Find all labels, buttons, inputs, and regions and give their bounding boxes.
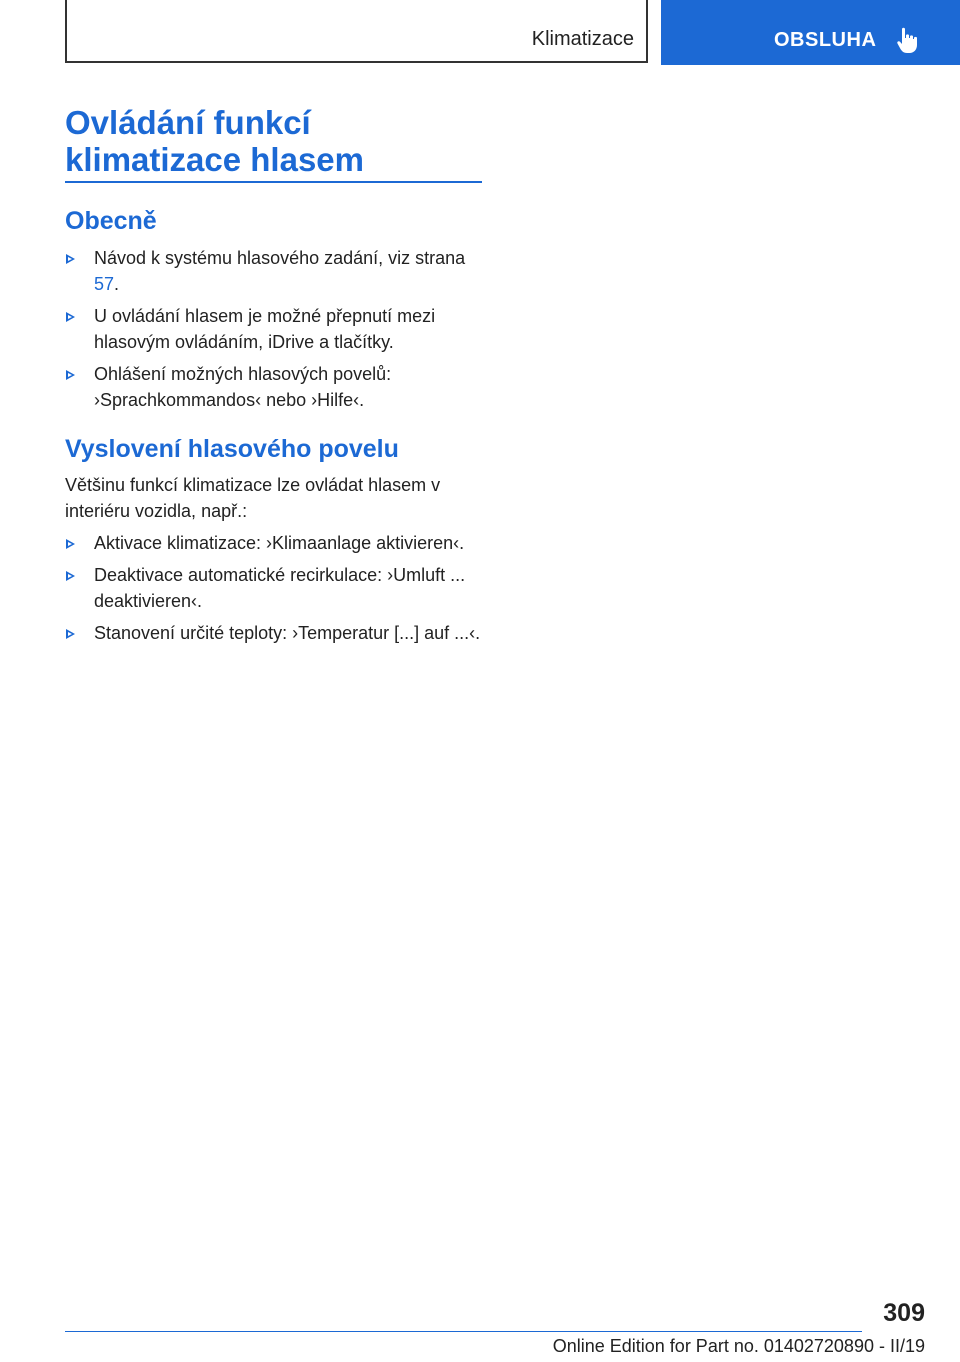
- section-heading-voice-command: Vyslovení hlasového povelu: [65, 435, 399, 463]
- section-heading-general: Obecně: [65, 207, 157, 235]
- list-item: Ohlášení možných hlasových povelů: ›Sprachkommandos‹ nebo ›Hilfe‹.: [65, 361, 485, 413]
- page-title: Ovládání funkcí klimatizace hlasem: [65, 104, 364, 178]
- section-title: Klimatizace: [531, 28, 634, 50]
- chapter-label: OBSLUHA: [774, 29, 877, 51]
- bullet-triangle-icon: [66, 539, 75, 549]
- list-item: Stanovení určité teploty: ›Temperatur [...] auf ...‹.: [65, 620, 485, 646]
- footer-divider: [65, 1331, 862, 1332]
- page-number: 309: [883, 1299, 925, 1327]
- title-underline: [65, 181, 482, 183]
- bullet-triangle-icon: [66, 370, 75, 380]
- list-item: Návod k systému hlasového zadání, viz strana 57.: [65, 245, 485, 297]
- header-section-box: [65, 0, 648, 63]
- list-item: U ovládání hlasem je možné přepnutí mezi hlasovým ovládáním, iDrive a tlačítky.: [65, 303, 485, 355]
- edition-footer: Online Edition for Part no. 01402720890 - II/19: [552, 1336, 925, 1356]
- list-item: Aktivace klimatizace: ›Klimaanlage aktivieren‹.: [65, 530, 485, 556]
- page-reference-link[interactable]: 57: [94, 274, 115, 294]
- voice-command-bullet-list: [65, 530, 485, 652]
- pointing-hand-icon: [896, 26, 920, 54]
- bullet-triangle-icon: [66, 571, 75, 581]
- bullet-triangle-icon: [66, 629, 75, 639]
- general-bullet-list: [65, 245, 485, 419]
- bullet-triangle-icon: [66, 254, 75, 264]
- bullet-triangle-icon: [66, 312, 75, 322]
- chapter-tab[interactable]: [661, 0, 960, 65]
- section-intro: Většinu funkcí klimatizace lze ovládat hlasem v interiéru vozidla, např.:: [65, 475, 441, 521]
- list-item: Deaktivace automatické recirkulace: ›Umluft ... deaktivieren‹.: [65, 562, 485, 614]
